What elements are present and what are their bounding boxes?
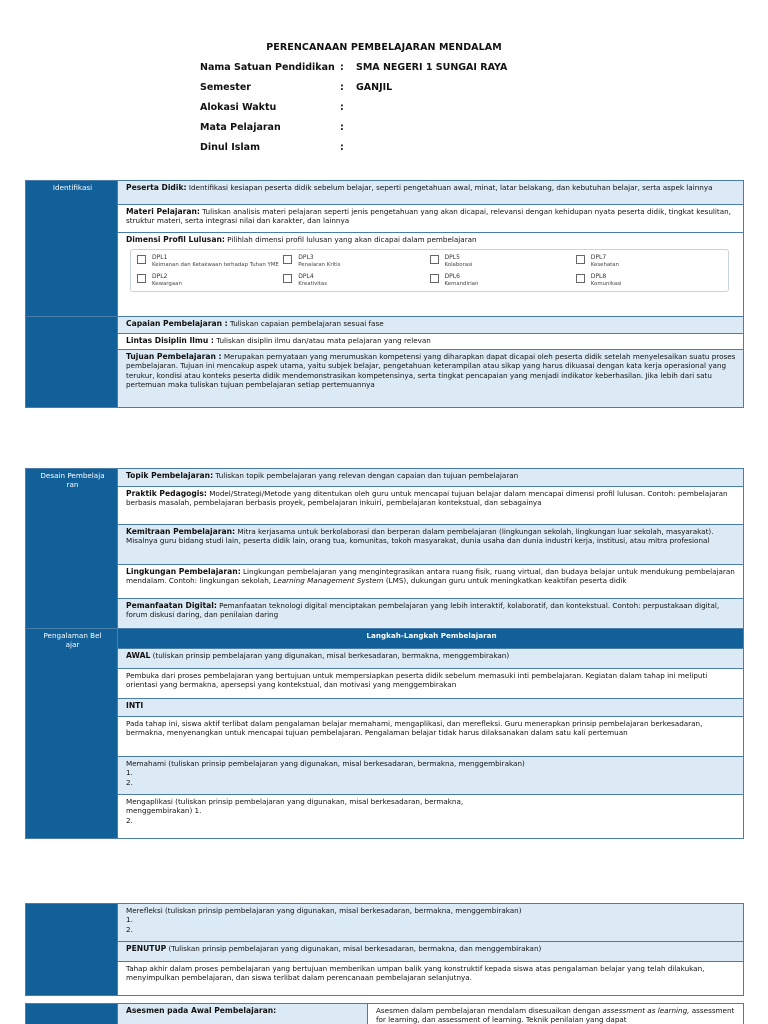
lintas-cell: [118, 334, 744, 350]
peserta-didik-text: Identifikasi kesiapan peserta didik sebelum belajar, seperti pengetahuan awal, minat, latar belakang, dan kebutuhan belajar, serta aspek lainnya: [186, 183, 713, 192]
meta-row-dinul: [200, 142, 600, 154]
asesmen-side: [26, 1004, 118, 1024]
lanjutan-side: [26, 904, 118, 996]
penutup-title: PENUTUP: [126, 944, 167, 953]
dpl-code: DPL7: [590, 254, 607, 262]
identifikasi-side-blank: [26, 317, 118, 408]
topik-cell: [118, 469, 744, 487]
lintas-text: Tuliskan disiplin ilmu dan/atau mata pelajaran yang relevan: [213, 336, 431, 345]
topik-title: Topik Pembelajaran:: [126, 471, 214, 480]
kemitraan-title: Kemitraan Pembelajaran:: [126, 527, 236, 536]
awal-cell: [118, 649, 744, 669]
dpl-code: DPL4: [298, 273, 314, 281]
peserta-didik-title: Peserta Didik:: [126, 183, 187, 192]
mengaplikasi-step-2: 2.: [126, 815, 133, 825]
capaian-text: Tuliskan capaian pembelajaran sesuai fase: [227, 319, 384, 328]
kemitraan-text: Mitra kerjasama untuk berkolaborasi dan berperan dalam pembelajaran (lingkungan sekolah, lingkungan luar sekolah, masyarakat). Misalnya guru bidang studi lain, peserta didik lain, orang tua, komunitas, tokoh masyarakat, dunia usaha dan dunia industri kerja, institusi, atau mitra profesional: [126, 527, 714, 546]
awal-desc: Pembuka dari proses pembelajaran yang bertujuan untuk mempersiapkan peserta didik sebelum memasuki inti pembelajaran. Kegiatan dalam tahap ini meliputi orientasi yang bermakna, apersepsi yang kontekstual, dan motivasi yang menggembirakan: [126, 671, 708, 690]
dpl-code: DPL6: [444, 273, 460, 281]
lingkungan-title: Lingkungan Pembelajaran:: [126, 567, 241, 576]
lanjutan-table: [25, 903, 744, 996]
document-title: PERENCANAAN PEMBELAJARAN MENDALAM: [266, 42, 502, 53]
dpl5-option[interactable]: [430, 254, 576, 269]
dpl-name: Kreativitas: [298, 281, 328, 288]
dpl-name: Komunikasi: [590, 281, 622, 288]
materi-text: Tuliskan analisis materi pelajaran seperti jenis pengetahuan yang akan dicapai, relevansi dengan kehidupan nyata peserta didik, tingkat kesulitan, struktur materi, serta integrasi nilai dan karakter, dan lainnya: [126, 207, 731, 226]
dpl3-option[interactable]: [283, 254, 429, 269]
asesmen-desc-2: assessment for learning, dan assessment of learning. Teknik penilaian yang dapat: [376, 1006, 735, 1024]
awal-desc-cell: [118, 669, 744, 699]
meta-value: [356, 102, 600, 114]
dpl-code: DPL5: [444, 254, 460, 262]
desain-label: [26, 469, 118, 629]
materi-cell: [118, 205, 744, 233]
mengaplikasi-text: Mengaplikasi (tuliskan prinsip pembelajaran yang digunakan, misal berkesadaran, bermakna, menggembirakan) 1.: [126, 797, 464, 816]
meta-label: Semester: [200, 82, 251, 93]
dpl-name: Kewargaan: [152, 281, 182, 288]
lingkungan-lms: Learning Management System: [273, 576, 384, 586]
penutup-desc: Tahap akhir dalam proses pembelajaran yang bertujuan memberikan umpan balik yang konstruktif kepada siswa atas pengalaman belajar yang telah dilakukan, menyimpulkan pembelajaran, dan siswa terlibat dalam perencanaan pembelajaran selanjutnya.: [126, 964, 705, 983]
praktik-text: Model/Strategi/Metode yang ditentukan oleh guru untuk mencapai tujuan belajar dalam mencapai dimensi profil lulusan. Contoh: pembelajaran berbasis masalah, pembelajaran berbasis proyek, pembelajaran inkuiri, pembelajaran kontekstual, dan sebagainya: [126, 489, 728, 508]
dpl5-checkbox[interactable]: [430, 255, 439, 264]
praktik-title: Praktik Pedagogis:: [126, 489, 207, 498]
pengalaman-label-text: Pengalaman Belajar: [43, 631, 102, 650]
dpl-name: Kemandirian: [444, 281, 479, 288]
memahami-text: Memahami (tuliskan prinsip pembelajaran yang digunakan, misal berkesadaran, bermakna, menggembirakan) 1.: [126, 759, 525, 778]
dpl4-checkbox[interactable]: [283, 274, 292, 283]
digital-title: Pemanfaatan Digital:: [126, 601, 217, 610]
dpl-name: Kolaborasi: [444, 262, 473, 269]
asesmen-desc-1: Asesmen dalam pembelajaran mendalam disesuaikan dengan: [376, 1006, 603, 1015]
asesmen-awal-cell: [118, 1004, 368, 1024]
peserta-didik-cell: [118, 181, 744, 205]
desain-label-text: Desain Pembelajaran: [40, 471, 105, 490]
memahami-cell: [118, 757, 744, 795]
awal-text: (tuliskan prinsip pembelajaran yang digunakan, misal berkesadaran, bermakna, menggembirakan): [150, 651, 510, 660]
meta-value: GANJIL: [356, 82, 393, 93]
dpl-code: DPL8: [590, 273, 607, 281]
meta-label: Mata Pelajaran: [200, 122, 281, 133]
merefleksi-step-2: 2.: [126, 924, 133, 934]
penutup-cell: [118, 942, 744, 962]
meta-label: Nama Satuan Pendidikan: [200, 62, 335, 73]
dpl-code: DPL1: [152, 254, 168, 262]
merefleksi-text: Merefleksi (tuliskan prinsip pembelajaran yang digunakan, misal berkesadaran, bermakna, menggembirakan) 1.: [126, 906, 522, 925]
meta-colon: :: [340, 82, 344, 93]
dpl3-checkbox[interactable]: [283, 255, 292, 264]
lingkungan-text-2: (LMS), dukungan guru untuk meningkatkan keaktifan peserta didik: [383, 576, 627, 586]
meta-value: [356, 122, 600, 134]
asesmen-table: [25, 1003, 744, 1024]
dimensi-text: Pilihlah dimensi profil lulusan yang akan dicapai dalam pembelajaran: [224, 235, 477, 244]
meta-label: Alokasi Waktu: [200, 102, 277, 113]
identifikasi-table: [25, 180, 744, 408]
meta-value: [356, 142, 600, 154]
dpl-checkbox-group: [130, 249, 729, 292]
inti-cell: [118, 699, 744, 717]
pengalaman-label: [26, 629, 118, 839]
topik-text: Tuliskan topik pembelajaran yang relevan dengan capaian dan tujuan pembelajaran: [213, 471, 519, 480]
lingkungan-text-1: Lingkungan pembelajaran yang mengintegrasikan antara ruang fisik, ruang virtual, dan budaya belajar untuk mendukung pembelajaran mendalam. Contoh: lingkungan sekolah,: [126, 567, 735, 586]
meta-label: Dinul Islam: [200, 142, 260, 153]
dpl7-option[interactable]: [576, 254, 722, 269]
asesmen-desc-italic: assessment as learning,: [602, 1006, 690, 1015]
penutup-text: (Tuliskan prinsip pembelajaran yang digunakan, misal berkesadaran, bermakna, dan menggembirakan): [166, 944, 542, 953]
digital-text: Pemanfaatan teknologi digital menciptakan pembelajaran yang lebih interaktif, kolaboratif, dan kontekstual. Contoh: perpustakaan digital, forum diskusi daring, dan penilaian daring: [126, 601, 720, 620]
dpl-name: Kesehatan: [590, 262, 620, 269]
meta-row-semester: [200, 82, 600, 94]
dpl8-option[interactable]: [576, 273, 722, 288]
capaian-title: Capaian Pembelajaran :: [126, 319, 228, 328]
dpl6-checkbox[interactable]: [430, 274, 439, 283]
meta-colon: :: [340, 62, 344, 73]
tujuan-text: Merupakan pernyataan yang merumuskan kompetensi yang diharapkan dapat dicapai oleh peserta didik setelah menyelesaikan suatu proses pembelajaran. Tujuan ini mencakup aspek utama, yaitu subjek belajar, pengetahuan keterampilan atau sikap yang harus dikuasai dengan kata kerja operasional yang terukur, kondisi atau konteks peserta didik mendemonstrasikan kompetensinya, serta tingkat pencapaian yang menjadi indikator keberhasilan. Jika lebih dari satu pertemuan maka tuliskan tujuan pembelajaran setiap pertemuannya: [126, 352, 736, 390]
merefleksi-cell: [118, 904, 744, 942]
kemitraan-cell: [118, 525, 744, 565]
tujuan-title: Tujuan Pembelajaran :: [126, 352, 222, 361]
penutup-desc-cell: [118, 962, 744, 996]
dimensi-cell: [118, 233, 744, 317]
meta-row-alokasi: [200, 102, 600, 114]
identifikasi-label: Identifikasi: [26, 181, 118, 317]
dpl8-checkbox[interactable]: [576, 274, 585, 283]
meta-colon: :: [340, 122, 344, 133]
dpl2-checkbox[interactable]: [137, 274, 146, 283]
langkah-header: Langkah-Langkah Pembelajaran: [118, 629, 744, 649]
dpl-code: DPL2: [152, 273, 168, 281]
dimensi-title: Dimensi Profil Lulusan:: [126, 235, 225, 244]
tujuan-cell: [118, 350, 744, 408]
praktik-cell: [118, 487, 744, 525]
desain-pengalaman-table: [25, 468, 744, 839]
dpl6-option[interactable]: [430, 273, 576, 288]
asesmen-awal-title: Asesmen pada Awal Pembelajaran:: [126, 1006, 277, 1015]
meta-colon: :: [340, 102, 344, 113]
meta-value: SMA NEGERI 1 SUNGAI RAYA: [356, 62, 508, 73]
inti-desc: Pada tahap ini, siswa aktif terlibat dalam pengalaman belajar memahami, mengaplikasi, dan merefleksi. Guru menerapkan prinsip pembelajaran berkesadaran, bermakna, menyenangkan untuk mencapai tujuan pembelajaran. Pengalaman belajar tidak harus dilaksanakan dalam satu kali pertemuan: [126, 719, 703, 738]
dpl7-checkbox[interactable]: [576, 255, 585, 264]
inti-title: INTI: [126, 701, 144, 710]
lintas-title: Lintas Disiplin Ilmu :: [126, 336, 214, 345]
dpl-name: Penalaran Kritis: [298, 262, 341, 269]
awal-title: AWAL: [126, 651, 151, 660]
mengaplikasi-cell: [118, 795, 744, 839]
identity-block: [200, 62, 600, 162]
dpl1-option[interactable]: [137, 254, 283, 269]
dpl4-option[interactable]: [283, 273, 429, 288]
meta-row-satuan: [200, 62, 600, 74]
meta-colon: :: [340, 142, 344, 153]
dpl1-checkbox[interactable]: [137, 255, 146, 264]
inti-desc-cell: [118, 717, 744, 757]
lingkungan-cell: [118, 565, 744, 599]
memahami-step-2: 2.: [126, 777, 133, 787]
dpl-name: Keimanan dan Ketakwaan terhadap Tuhan YME: [152, 262, 279, 269]
dpl-code: DPL3: [298, 254, 314, 262]
digital-cell: [118, 599, 744, 629]
meta-row-mapel: [200, 122, 600, 134]
dpl2-option[interactable]: [137, 273, 283, 288]
materi-title: Materi Pelajaran:: [126, 207, 200, 216]
asesmen-desc-cell: [368, 1004, 744, 1024]
capaian-cell: [118, 317, 744, 334]
